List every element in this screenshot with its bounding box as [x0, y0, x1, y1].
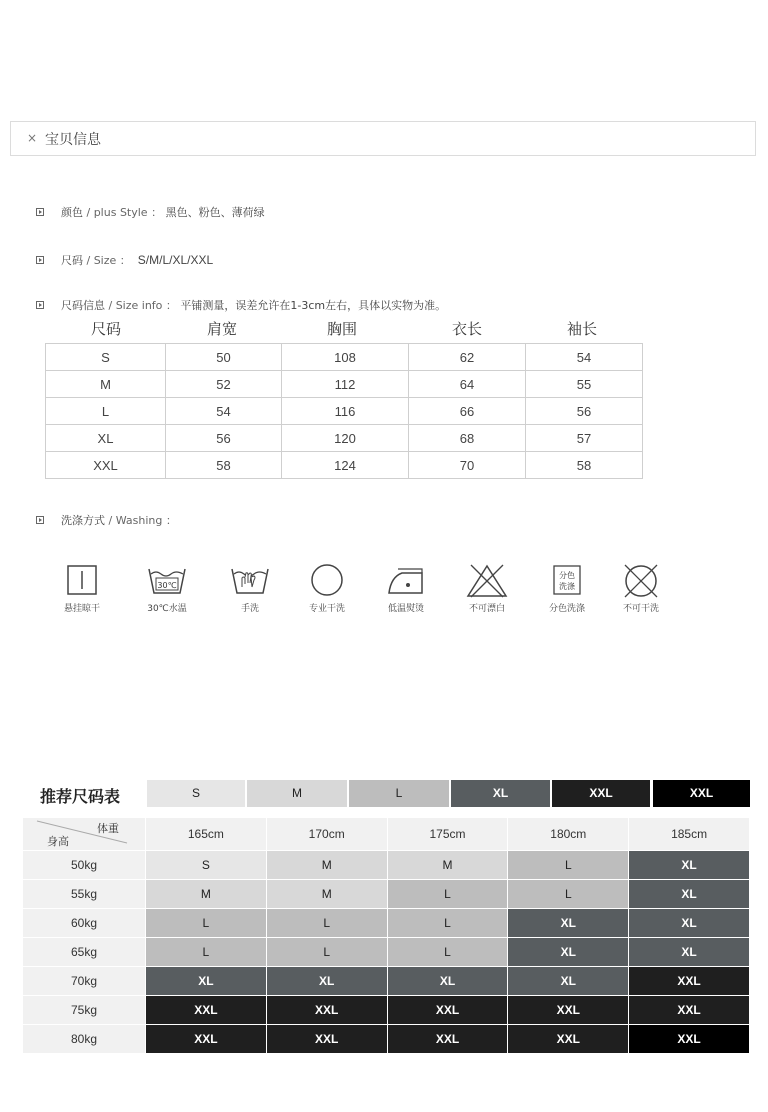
size-recommendation-cell: XXL — [388, 996, 508, 1025]
size-recommendation-cell: XL — [508, 938, 628, 967]
height-header-row — [23, 818, 749, 851]
weight-label: 80kg — [23, 1025, 145, 1054]
size-cell: L — [46, 398, 166, 425]
attr-size-value: S/M/L/XL/XXL — [137, 253, 214, 267]
wash-label: 专业干洗 — [308, 604, 345, 614]
attr-washing-label: 洗涤方式 — [61, 514, 105, 527]
no-dry-clean-icon — [621, 563, 661, 599]
size-cell: 62 — [409, 344, 526, 371]
size-recommendation-cell: XL — [629, 851, 749, 880]
wash-30-icon — [145, 563, 189, 597]
close-icon[interactable]: × — [27, 131, 38, 145]
size-recommendation-cell: XXL — [508, 1025, 628, 1054]
wash-label: 手洗 — [240, 604, 259, 614]
weight-label: 75kg — [23, 996, 145, 1025]
chest-col-header: 胸围 — [326, 320, 357, 338]
hand-wash-icon — [228, 563, 272, 597]
legend-xl: XL — [451, 780, 550, 807]
wash-no-bleach — [447, 563, 527, 614]
section-title: 宝贝信息 — [45, 132, 101, 148]
play-bullet-icon — [36, 208, 44, 216]
hang-dry-icon — [64, 563, 100, 597]
play-bullet-icon — [36, 301, 44, 309]
size-cell: M — [46, 371, 166, 398]
size-recommendation-cell: L — [508, 880, 628, 909]
size-recommendation-cell: M — [267, 880, 387, 909]
size-cell: 54 — [166, 398, 282, 425]
size-recommendation-cell: L — [146, 909, 266, 938]
size-cell: 58 — [166, 452, 282, 479]
size-cell: 70 — [409, 452, 526, 479]
size-recommendation-cell: XL — [146, 967, 266, 996]
size-recommendation-cell: XXL — [267, 1025, 387, 1054]
attr-color-en: plus Style — [93, 206, 148, 219]
size-cell: 116 — [282, 398, 409, 425]
corner-cell — [23, 818, 145, 851]
size-recommendation-cell: L — [388, 938, 508, 967]
weight-label: 70kg — [23, 967, 145, 996]
size-recommendation-cell: XXL — [629, 967, 749, 996]
height-header: 180cm — [508, 818, 628, 851]
weight-label: 60kg — [23, 909, 145, 938]
rec-size-grid — [22, 818, 750, 1054]
height-header: 165cm — [146, 818, 266, 851]
size-cell: 56 — [166, 425, 282, 452]
weight-row — [23, 1025, 749, 1054]
size-cell: 112 — [282, 371, 409, 398]
size-recommendation-cell: M — [146, 880, 266, 909]
shoulder-col-header: 肩宽 — [206, 320, 237, 338]
corner-height-label: 身高 — [47, 836, 69, 848]
weight-row — [23, 909, 749, 938]
size-recommendation-cell: XL — [267, 967, 387, 996]
svg-text:30℃: 30℃ — [157, 581, 177, 590]
wash-no-dry-clean — [601, 563, 681, 614]
height-header: 170cm — [267, 818, 387, 851]
attr-color-label: 颜色 — [61, 206, 83, 219]
attr-size: 尺码 / Size ： S/M/L/XL/XXL — [36, 252, 213, 268]
weight-row — [23, 851, 749, 880]
size-recommendation-cell: XL — [508, 909, 628, 938]
size-recommendation-cell: M — [388, 851, 508, 880]
size-measure-table — [45, 343, 643, 479]
size-cell: 52 — [166, 371, 282, 398]
size-recommendation-cell: XL — [388, 967, 508, 996]
svg-text:洗涤: 洗涤 — [559, 582, 575, 591]
size-recommendation-cell: L — [146, 938, 266, 967]
legend-s: S — [147, 780, 245, 807]
size-recommendation-cell: L — [267, 909, 387, 938]
wash-label: 30℃水温 — [147, 604, 187, 614]
size-col-header: 尺码 — [90, 320, 121, 338]
svg-text:分色: 分色 — [559, 571, 575, 580]
size-row — [46, 452, 643, 479]
wash-label: 不可干洗 — [622, 604, 659, 614]
size-recommendation-cell: L — [508, 851, 628, 880]
weight-row — [23, 996, 749, 1025]
attr-color-value: 黑色、粉色、薄荷绿 — [165, 206, 265, 219]
attr-size-info-value: 平铺测量，误差允许在1-3cm左右，具体以实物为准。 — [180, 299, 447, 312]
attr-size-info-label: 尺码信息 — [61, 299, 105, 312]
size-recommendation-cell: XL — [629, 938, 749, 967]
size-cell: 50 — [166, 344, 282, 371]
corner-weight-label: 体重 — [97, 823, 119, 835]
legend-xxl-black: XXL — [653, 780, 750, 807]
rec-chart-title: 推荐尺码表 — [40, 787, 121, 806]
wash-low-iron — [366, 563, 446, 614]
legend-xxl: XXL — [552, 780, 650, 807]
size-row — [46, 425, 643, 452]
size-recommendation-cell: XL — [508, 967, 628, 996]
size-cell: 55 — [526, 371, 643, 398]
size-cell: 57 — [526, 425, 643, 452]
size-recommendation-cell: XXL — [388, 1025, 508, 1054]
size-row — [46, 371, 643, 398]
separate-wash-icon — [549, 563, 585, 597]
size-recommendation-cell: XXL — [508, 996, 628, 1025]
attr-size-info: 尺码信息 / Size info ： 平铺测量，误差允许在1-3cm左右，具体以实物为准。 — [36, 298, 446, 314]
size-recommendation-cell: XXL — [629, 1025, 749, 1054]
size-cell: 56 — [526, 398, 643, 425]
wash-30 — [127, 563, 207, 614]
size-row — [46, 398, 643, 425]
wash-hand — [210, 563, 290, 614]
size-recommendation-cell: XXL — [146, 1025, 266, 1054]
wash-label: 分色洗涤 — [548, 604, 585, 614]
attr-color: 颜色 / plus Style ： 黑色、粉色、薄荷绿 — [36, 205, 265, 221]
size-recommendation-cell: XXL — [267, 996, 387, 1025]
attr-size-info-en: Size info — [115, 299, 163, 312]
attr-size-label: 尺码 — [61, 254, 83, 267]
product-info-bar — [10, 121, 756, 156]
weight-row — [23, 938, 749, 967]
size-cell: 68 — [409, 425, 526, 452]
low-iron-icon — [384, 563, 428, 597]
wash-hang-dry — [42, 563, 122, 614]
size-cell: 64 — [409, 371, 526, 398]
size-recommendation-cell: S — [146, 851, 266, 880]
play-bullet-icon — [36, 256, 44, 264]
wash-dry-clean — [287, 563, 367, 614]
size-cell: XXL — [46, 452, 166, 479]
weight-label: 50kg — [23, 851, 145, 880]
height-header: 185cm — [629, 818, 749, 851]
weight-label: 65kg — [23, 938, 145, 967]
dry-clean-icon — [307, 563, 347, 597]
play-bullet-icon — [36, 516, 44, 524]
size-cell: 66 — [409, 398, 526, 425]
wash-label: 悬挂晾干 — [63, 604, 100, 614]
size-recommendation-cell: XL — [629, 880, 749, 909]
size-cell: 120 — [282, 425, 409, 452]
weight-row — [23, 880, 749, 909]
size-cell: XL — [46, 425, 166, 452]
no-bleach-icon — [465, 563, 509, 599]
size-row — [46, 344, 643, 371]
size-recommendation-cell: M — [267, 851, 387, 880]
size-cell: 108 — [282, 344, 409, 371]
attr-washing-en: Washing — [115, 514, 163, 527]
size-recommendation-cell: L — [388, 909, 508, 938]
length-col-header: 衣长 — [451, 320, 482, 338]
weight-label: 55kg — [23, 880, 145, 909]
size-recommendation-cell: XXL — [629, 996, 749, 1025]
wash-separate — [527, 563, 607, 614]
size-cell: S — [46, 344, 166, 371]
size-recommendation-cell: XL — [629, 909, 749, 938]
size-cell: 58 — [526, 452, 643, 479]
legend-l: L — [349, 780, 449, 807]
height-header: 175cm — [388, 818, 508, 851]
size-recommendation-cell: L — [267, 938, 387, 967]
size-cell: 54 — [526, 344, 643, 371]
attr-washing: 洗涤方式 / Washing ： — [36, 513, 177, 529]
attr-size-en: Size — [93, 254, 117, 267]
wash-label: 低温熨烫 — [387, 604, 424, 614]
sleeve-col-header: 袖长 — [566, 320, 597, 338]
legend-m: M — [247, 780, 347, 807]
wash-label: 不可漂白 — [468, 604, 505, 614]
weight-row — [23, 967, 749, 996]
corner-diagonal — [23, 818, 145, 850]
size-recommendation-cell: L — [388, 880, 508, 909]
size-recommendation-cell: XXL — [146, 996, 266, 1025]
size-cell: 124 — [282, 452, 409, 479]
